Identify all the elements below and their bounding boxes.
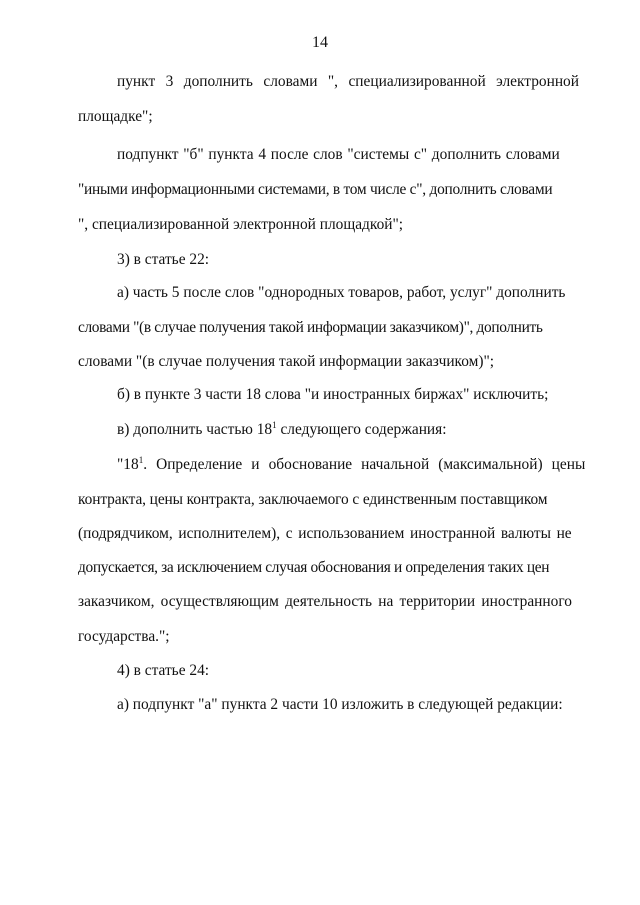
text-line-content: подпункт "б" пункта 4 после слов "системы с" дополнить словами — [117, 146, 560, 163]
text-line-content: контракта, цены контракта, заключаемого с единственным поставщиком — [78, 491, 548, 508]
superscript: 1 — [272, 419, 277, 430]
text-line-content: (подрядчиком, исполнителем), с использованием иностранной валюты не — [78, 525, 572, 542]
text-line-content: "иными информационными системами, в том числе с", дополнить словами — [78, 181, 553, 198]
page-number: 14 — [312, 34, 328, 51]
text-segment: следующего содержания: — [276, 421, 447, 438]
text-line — [78, 592, 572, 612]
text-line: 4) в статье 24: — [117, 662, 210, 679]
text-line: а) подпункт "а" пункта 2 части 10 изложить в следующей редакции: — [117, 696, 563, 713]
text-line — [117, 454, 586, 475]
text-line — [78, 318, 562, 338]
text-line: словами "(в случае получения такой информации заказчиком)"; — [78, 353, 495, 370]
text-line-content: словами "(в случае получения такой информации заказчиком)", дополнить — [78, 319, 543, 336]
text-line: 3) в статье 22: — [117, 251, 210, 268]
text-line-content: а) часть 5 после слов "однородных товаров, работ, услуг" дополнить — [117, 284, 566, 301]
text-line-content: допускается, за исключением случая обоснования и определения таких цен — [78, 559, 550, 576]
text-line — [117, 145, 562, 165]
text-line: ", специализированной электронной площадкой"; — [78, 216, 404, 233]
superscript: 1 — [138, 454, 144, 465]
text-line — [117, 283, 566, 303]
text-line — [117, 72, 579, 92]
text-line: государства."; — [78, 628, 170, 645]
text-segment: . Определение и обоснование начальной (максимальной) цены — [143, 456, 586, 473]
text-line — [78, 524, 572, 544]
text-line-content: пункт 3 дополнить словами ", специализированной электронной — [117, 73, 579, 90]
text-line — [78, 490, 562, 510]
text-line: б) в пункте 3 части 18 слова "и иностранных биржах" исключить; — [117, 386, 549, 403]
text-line — [78, 180, 562, 200]
text-segment: "18 — [117, 456, 139, 473]
text-segment: в) дополнить частью 18 — [117, 421, 273, 438]
text-line — [117, 420, 562, 440]
text-line: площадке"; — [78, 108, 153, 125]
text-line-content: заказчиком, осуществляющим деятельность на территории иностранного — [78, 593, 572, 610]
text-line — [78, 558, 562, 578]
